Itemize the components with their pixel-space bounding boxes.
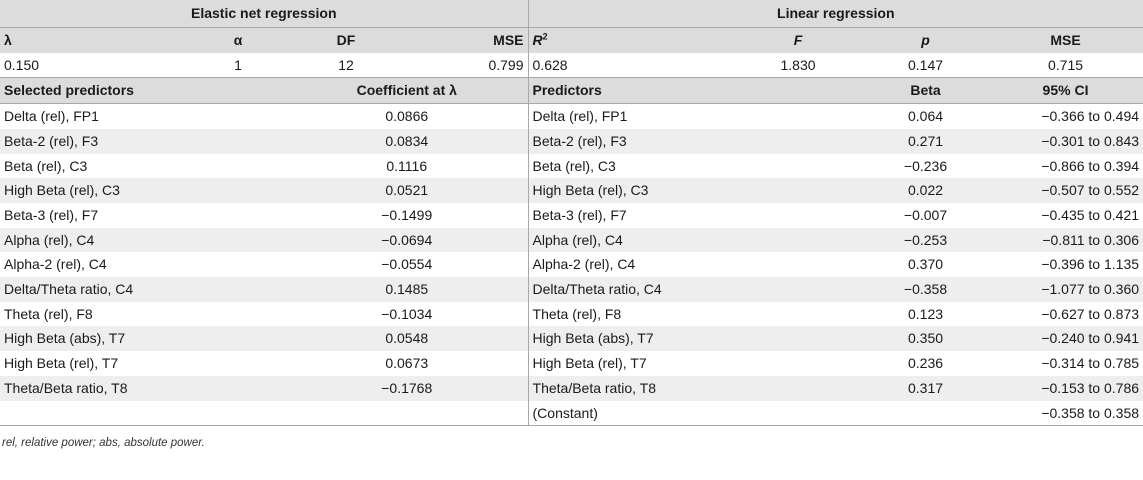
beta-cell: −0.007 [863, 203, 988, 228]
beta-cell: −0.236 [863, 154, 988, 179]
lin-predictor-cell: High Beta (rel), C3 [528, 178, 863, 203]
table-row [0, 178, 1143, 203]
selected-predictors-header: Selected predictors [0, 78, 286, 104]
table-row [0, 252, 1143, 277]
r2-label-exponent: 2 [542, 31, 548, 42]
enet-predictor-cell: Theta/Beta ratio, T8 [0, 376, 286, 401]
table-row [0, 376, 1143, 401]
beta-header: Beta [863, 78, 988, 104]
enet-predictor-cell: Delta (rel), FP1 [0, 104, 286, 129]
enet-predictor-cell: Alpha-2 (rel), C4 [0, 252, 286, 277]
r2-label-base: R [532, 32, 543, 48]
coefficient-cell: −0.1499 [286, 203, 528, 228]
beta-cell: 0.123 [863, 302, 988, 327]
coefficient-cell [286, 401, 528, 426]
model-params-header-row [0, 28, 1143, 53]
beta-cell: −0.358 [863, 277, 988, 302]
enet-predictor-cell: Delta/Theta ratio, C4 [0, 277, 286, 302]
enet-predictor-cell: High Beta (rel), C3 [0, 178, 286, 203]
beta-cell: 0.317 [863, 376, 988, 401]
coefficient-cell: −0.0554 [286, 252, 528, 277]
beta-cell: 0.271 [863, 129, 988, 154]
ci-cell: −0.507 to 0.552 [988, 178, 1143, 203]
beta-cell: −0.253 [863, 228, 988, 253]
coefficient-cell: 0.1485 [286, 277, 528, 302]
enet-predictor-cell [0, 401, 286, 426]
enet-predictor-cell: High Beta (rel), T7 [0, 351, 286, 376]
ci-cell: −0.366 to 0.494 [988, 104, 1143, 129]
beta-cell: 0.370 [863, 252, 988, 277]
coefficient-cell: −0.1768 [286, 376, 528, 401]
enet-mse-value: 0.799 [406, 53, 528, 78]
ci-cell: −1.077 to 0.360 [988, 277, 1143, 302]
lin-mse-label: MSE [988, 28, 1143, 53]
enet-predictor-cell: Theta (rel), F8 [0, 302, 286, 327]
alpha-label: α [190, 28, 286, 53]
ci-cell: −0.866 to 0.394 [988, 154, 1143, 179]
coefficient-cell: 0.0834 [286, 129, 528, 154]
beta-cell [863, 401, 988, 426]
r2-value: 0.628 [528, 53, 733, 78]
lin-predictor-cell: Alpha-2 (rel), C4 [528, 252, 863, 277]
lin-predictor-cell: Delta/Theta ratio, C4 [528, 277, 863, 302]
table-row [0, 129, 1143, 154]
df-label: DF [286, 28, 406, 53]
lin-predictor-cell: Alpha (rel), C4 [528, 228, 863, 253]
lin-predictor-cell: Theta/Beta ratio, T8 [528, 376, 863, 401]
coefficient-cell: 0.0521 [286, 178, 528, 203]
lambda-value: 0.150 [0, 53, 190, 78]
table-row [0, 228, 1143, 253]
ci-cell: −0.627 to 0.873 [988, 302, 1143, 327]
table-row [0, 326, 1143, 351]
enet-predictor-cell: Alpha (rel), C4 [0, 228, 286, 253]
model-header-row [0, 0, 1143, 28]
lin-predictor-cell: Beta (rel), C3 [528, 154, 863, 179]
enet-predictor-cell: Beta-2 (rel), F3 [0, 129, 286, 154]
f-value: 1.830 [733, 53, 863, 78]
table-row [0, 302, 1143, 327]
ci-cell: −0.240 to 0.941 [988, 326, 1143, 351]
coefficient-cell: 0.1116 [286, 154, 528, 179]
enet-predictor-cell: Beta-3 (rel), F7 [0, 203, 286, 228]
p-value: 0.147 [863, 53, 988, 78]
linear-regression-title: Linear regression [528, 0, 1143, 28]
table-row [0, 277, 1143, 302]
lin-predictor-cell: Delta (rel), FP1 [528, 104, 863, 129]
beta-cell: 0.236 [863, 351, 988, 376]
model-params-values-row [0, 53, 1143, 78]
lin-predictor-cell: High Beta (rel), T7 [528, 351, 863, 376]
beta-cell: 0.022 [863, 178, 988, 203]
table-footnote: rel, relative power; abs, absolute power. [2, 437, 205, 449]
lin-predictor-cell: Beta-2 (rel), F3 [528, 129, 863, 154]
table-row [0, 154, 1143, 179]
lin-mse-value: 0.715 [988, 53, 1143, 78]
coefficient-header: Coefficient at λ [286, 78, 528, 104]
coefficient-cell: 0.0673 [286, 351, 528, 376]
enet-predictor-cell: High Beta (abs), T7 [0, 326, 286, 351]
table-row [0, 401, 1143, 426]
lambda-label: λ [0, 28, 190, 53]
r2-label [528, 28, 733, 53]
lin-predictor-cell: (Constant) [528, 401, 863, 426]
enet-mse-label: MSE [406, 28, 528, 53]
lin-predictor-cell: Theta (rel), F8 [528, 302, 863, 327]
alpha-value: 1 [190, 53, 286, 78]
ci-cell: −0.435 to 0.421 [988, 203, 1143, 228]
table-row [0, 203, 1143, 228]
coefficient-cell: 0.0866 [286, 104, 528, 129]
table-row [0, 104, 1143, 129]
lin-predictor-cell: High Beta (abs), T7 [528, 326, 863, 351]
ci-cell: −0.396 to 1.135 [988, 252, 1143, 277]
df-value: 12 [286, 53, 406, 78]
lin-predictor-cell: Beta-3 (rel), F7 [528, 203, 863, 228]
p-label: p [863, 28, 988, 53]
predictors-header: Predictors [528, 78, 863, 104]
beta-cell: 0.064 [863, 104, 988, 129]
ci-cell: −0.301 to 0.843 [988, 129, 1143, 154]
column-header-row [0, 78, 1143, 104]
ci-cell: −0.153 to 0.786 [988, 376, 1143, 401]
ci-cell: −0.811 to 0.306 [988, 228, 1143, 253]
elastic-net-title: Elastic net regression [0, 0, 528, 28]
enet-predictor-cell: Beta (rel), C3 [0, 154, 286, 179]
coefficient-cell: −0.1034 [286, 302, 528, 327]
coefficient-cell: −0.0694 [286, 228, 528, 253]
coefficient-cell: 0.0548 [286, 326, 528, 351]
ci-cell: −0.314 to 0.785 [988, 351, 1143, 376]
beta-cell: 0.350 [863, 326, 988, 351]
ci-cell: −0.358 to 0.358 [988, 401, 1143, 426]
table-row [0, 351, 1143, 376]
ci-header: 95% CI [988, 78, 1143, 104]
f-label: F [733, 28, 863, 53]
